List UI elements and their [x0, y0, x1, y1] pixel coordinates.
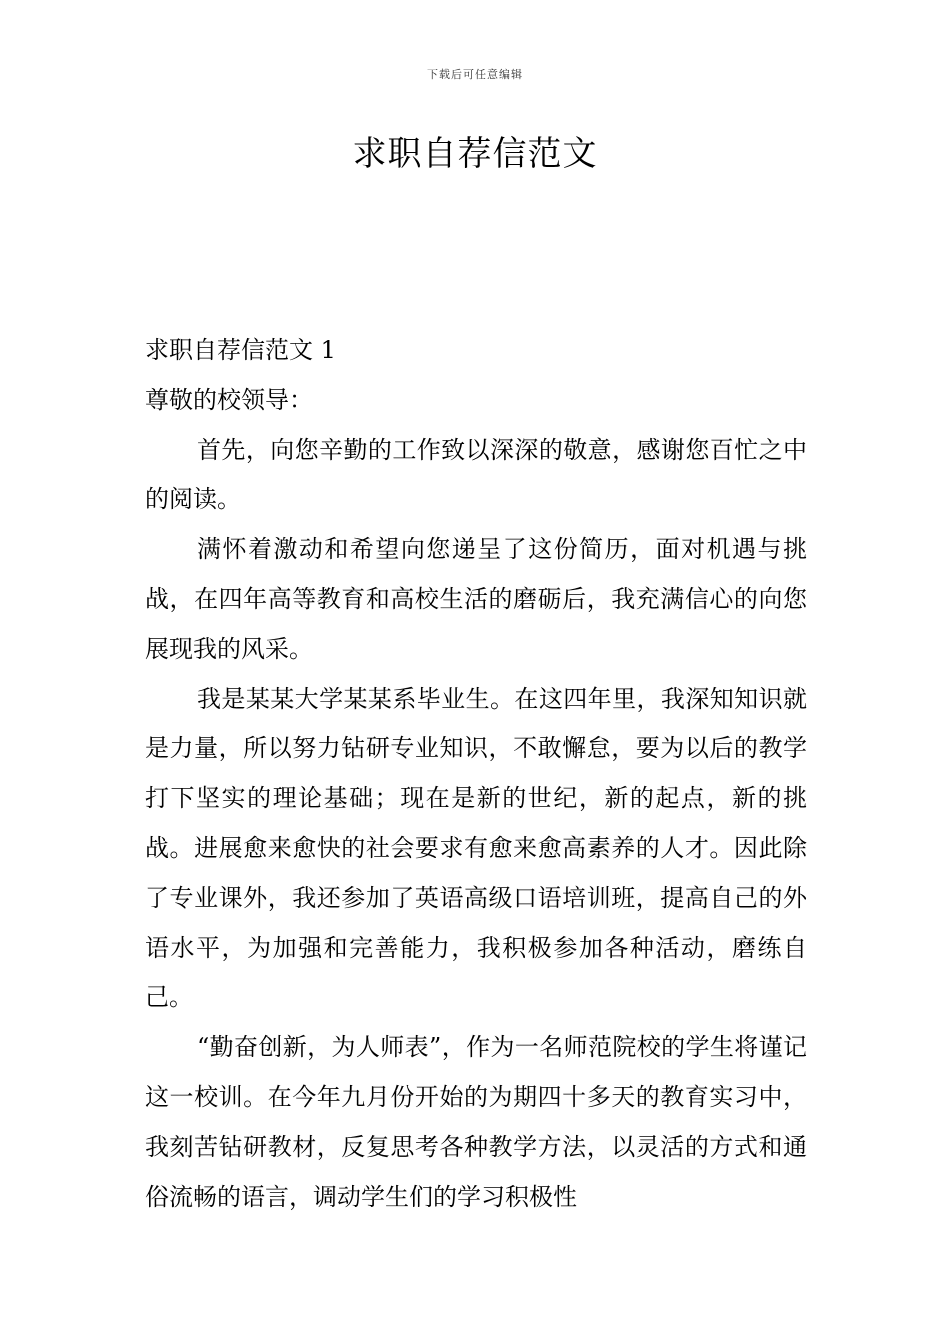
paragraph: 我是某某大学某某系毕业生。在这四年里，我深知知识就是力量，所以努力钻研专业知识，不敢懈怠，要为以后的教学打下坚实的理论基础；现在是新的世纪，新的起点，新的挑战。进展愈来愈快的社会要求有愈来愈高素养的人才。因此除了专业课外，我还参加了英语高级口语培训班，提高自己的外语水平，为加强和完善能力，我积极参加各种活动，磨练自己。 [145, 684, 807, 1012]
paragraph: “勤奋创新，为人师表”，作为一名师范院校的学生将谨记这一校训。在今年九月份开始的为期四十多天的教育实习中，我刻苦钻研教材，反复思考各种教学方法，以灵活的方式和通俗流畅的语言，调动学生们的学习积极性 [145, 1033, 807, 1211]
paragraph: 首先，向您辛勤的工作致以深深的敬意，感谢您百忙之中的阅读。 [145, 435, 807, 514]
section-heading: 求职自荐信范文 1 [145, 336, 336, 364]
paragraph: 满怀着激动和希望向您递呈了这份简历，面对机遇与挑战，在四年高等教育和高校生活的磨砺后，我充满信心的向您展现我的风采。 [145, 535, 807, 663]
header-note: 下载后可任意编辑 [427, 68, 523, 81]
salutation: 尊敬的校领导： [145, 385, 313, 414]
document-body [145, 326, 807, 1222]
document-title: 求职自荐信范文 [352, 134, 598, 174]
